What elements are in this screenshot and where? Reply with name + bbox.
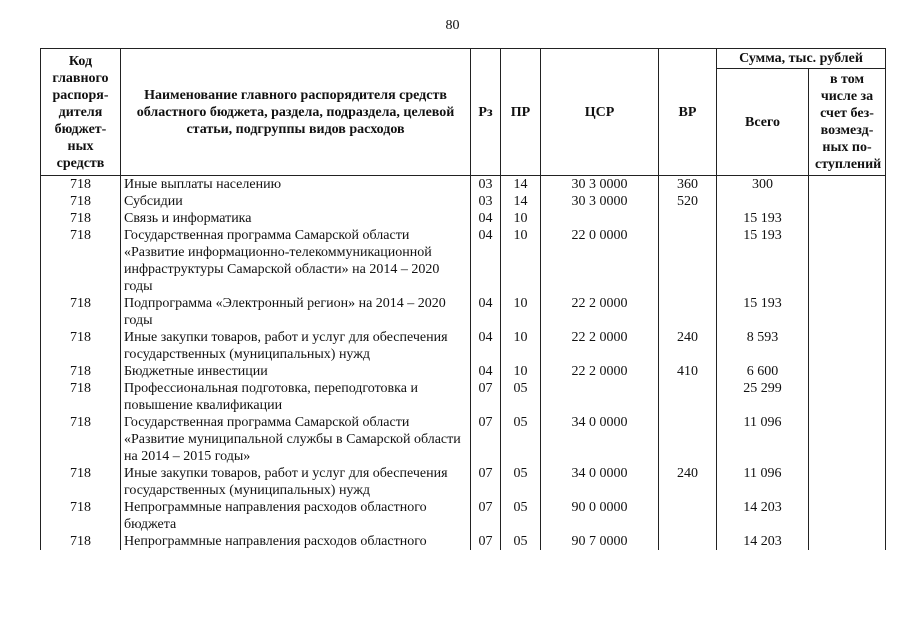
cell-pr: 10 bbox=[501, 210, 541, 227]
cell-name: Государственная программа Самарской области «Развитие информационно-телекоммуникационной инфраструктуры Самарской области» на 2014 – 2020 годы bbox=[121, 227, 471, 295]
cell-name: Государственная программа Самарской области «Развитие муниципальной службы в Самарской области на 2014 – 2015 годы» bbox=[121, 414, 471, 465]
cell-total: 300 bbox=[717, 176, 809, 194]
header-code: Код главного распоря-дителя бюджет-ных средств bbox=[41, 49, 121, 176]
cell-rz: 07 bbox=[471, 499, 501, 533]
cell-gratis bbox=[809, 465, 886, 499]
cell-total: 11 096 bbox=[717, 465, 809, 499]
table-row bbox=[41, 465, 886, 499]
cell-code: 718 bbox=[41, 533, 121, 550]
cell-name: Иные закупки товаров, работ и услуг для обеспечения государственных (муниципальных) нужд bbox=[121, 329, 471, 363]
cell-code: 718 bbox=[41, 363, 121, 380]
cell-code: 718 bbox=[41, 380, 121, 414]
cell-csr: 34 0 0000 bbox=[541, 414, 659, 465]
header-vr: ВР bbox=[659, 49, 717, 176]
cell-pr: 05 bbox=[501, 414, 541, 465]
cell-code: 718 bbox=[41, 210, 121, 227]
cell-rz: 07 bbox=[471, 465, 501, 499]
table-row bbox=[41, 363, 886, 380]
cell-code: 718 bbox=[41, 329, 121, 363]
header-gratis: в том числе за счет без-возмезд-ных по-ступлений bbox=[809, 69, 886, 176]
cell-rz: 03 bbox=[471, 193, 501, 210]
cell-vr: 240 bbox=[659, 465, 717, 499]
cell-code: 718 bbox=[41, 176, 121, 194]
cell-name: Подпрограмма «Электронный регион» на 2014 – 2020 годы bbox=[121, 295, 471, 329]
cell-rz: 04 bbox=[471, 227, 501, 295]
cell-total: 15 193 bbox=[717, 227, 809, 295]
table-body bbox=[41, 176, 886, 551]
cell-vr bbox=[659, 227, 717, 295]
cell-pr: 10 bbox=[501, 329, 541, 363]
cell-total: 15 193 bbox=[717, 210, 809, 227]
cell-code: 718 bbox=[41, 465, 121, 499]
cell-vr: 360 bbox=[659, 176, 717, 194]
table-row bbox=[41, 414, 886, 465]
cell-gratis bbox=[809, 499, 886, 533]
cell-gratis bbox=[809, 533, 886, 550]
cell-rz: 03 bbox=[471, 176, 501, 194]
cell-name: Субсидии bbox=[121, 193, 471, 210]
cell-vr bbox=[659, 533, 717, 550]
cell-gratis bbox=[809, 363, 886, 380]
cell-pr: 10 bbox=[501, 363, 541, 380]
cell-pr: 10 bbox=[501, 227, 541, 295]
table-row bbox=[41, 193, 886, 210]
cell-gratis bbox=[809, 414, 886, 465]
table-row bbox=[41, 227, 886, 295]
cell-pr: 05 bbox=[501, 465, 541, 499]
cell-gratis bbox=[809, 295, 886, 329]
cell-code: 718 bbox=[41, 227, 121, 295]
cell-code: 718 bbox=[41, 414, 121, 465]
cell-rz: 04 bbox=[471, 329, 501, 363]
cell-pr: 05 bbox=[501, 380, 541, 414]
cell-name: Связь и информатика bbox=[121, 210, 471, 227]
cell-gratis bbox=[809, 176, 886, 194]
cell-total: 25 299 bbox=[717, 380, 809, 414]
cell-total bbox=[717, 193, 809, 210]
cell-code: 718 bbox=[41, 193, 121, 210]
cell-rz: 07 bbox=[471, 380, 501, 414]
cell-gratis bbox=[809, 193, 886, 210]
cell-csr: 30 3 0000 bbox=[541, 193, 659, 210]
budget-table bbox=[40, 48, 886, 550]
cell-csr bbox=[541, 380, 659, 414]
cell-pr: 05 bbox=[501, 533, 541, 550]
table-row bbox=[41, 329, 886, 363]
cell-csr: 30 3 0000 bbox=[541, 176, 659, 194]
cell-name: Профессиональная подготовка, переподготовка и повышение квалификации bbox=[121, 380, 471, 414]
header-sum: Сумма, тыс. рублей bbox=[717, 49, 886, 69]
cell-csr: 22 0 0000 bbox=[541, 227, 659, 295]
cell-rz: 07 bbox=[471, 533, 501, 550]
cell-csr: 90 0 0000 bbox=[541, 499, 659, 533]
table-row bbox=[41, 295, 886, 329]
cell-total: 15 193 bbox=[717, 295, 809, 329]
header-rz: Рз bbox=[471, 49, 501, 176]
cell-rz: 04 bbox=[471, 295, 501, 329]
header-total: Всего bbox=[717, 69, 809, 176]
cell-total: 14 203 bbox=[717, 533, 809, 550]
cell-gratis bbox=[809, 329, 886, 363]
cell-gratis bbox=[809, 227, 886, 295]
cell-gratis bbox=[809, 380, 886, 414]
cell-csr: 34 0 0000 bbox=[541, 465, 659, 499]
cell-csr: 22 2 0000 bbox=[541, 329, 659, 363]
table-row bbox=[41, 380, 886, 414]
header-pr: ПР bbox=[501, 49, 541, 176]
cell-vr: 410 bbox=[659, 363, 717, 380]
cell-total: 8 593 bbox=[717, 329, 809, 363]
cell-vr: 240 bbox=[659, 329, 717, 363]
cell-rz: 07 bbox=[471, 414, 501, 465]
cell-name: Иные выплаты населению bbox=[121, 176, 471, 194]
table-row bbox=[41, 176, 886, 194]
cell-total: 6 600 bbox=[717, 363, 809, 380]
cell-vr: 520 bbox=[659, 193, 717, 210]
cell-total: 11 096 bbox=[717, 414, 809, 465]
cell-csr bbox=[541, 210, 659, 227]
cell-gratis bbox=[809, 210, 886, 227]
cell-pr: 14 bbox=[501, 176, 541, 194]
table-row bbox=[41, 499, 886, 533]
cell-csr: 22 2 0000 bbox=[541, 295, 659, 329]
cell-total: 14 203 bbox=[717, 499, 809, 533]
cell-pr: 10 bbox=[501, 295, 541, 329]
cell-name: Непрограммные направления расходов областного бюджета bbox=[121, 499, 471, 533]
cell-vr bbox=[659, 499, 717, 533]
cell-code: 718 bbox=[41, 499, 121, 533]
page-number: 80 bbox=[445, 18, 460, 33]
cell-vr bbox=[659, 210, 717, 227]
cell-pr: 05 bbox=[501, 499, 541, 533]
cell-name: Бюджетные инвестиции bbox=[121, 363, 471, 380]
cell-rz: 04 bbox=[471, 363, 501, 380]
cell-rz: 04 bbox=[471, 210, 501, 227]
header-csr: ЦСР bbox=[541, 49, 659, 176]
cell-csr: 22 2 0000 bbox=[541, 363, 659, 380]
cell-vr bbox=[659, 414, 717, 465]
table-row bbox=[41, 533, 886, 550]
cell-pr: 14 bbox=[501, 193, 541, 210]
cell-vr bbox=[659, 295, 717, 329]
cell-vr bbox=[659, 380, 717, 414]
cell-name: Непрограммные направления расходов областного bbox=[121, 533, 471, 550]
table-row bbox=[41, 210, 886, 227]
cell-csr: 90 7 0000 bbox=[541, 533, 659, 550]
cell-name: Иные закупки товаров, работ и услуг для обеспечения государственных (муниципальных) нужд bbox=[121, 465, 471, 499]
cell-code: 718 bbox=[41, 295, 121, 329]
header-name: Наименование главного распорядителя средств областного бюджета, раздела, подраздела, целевой статьи, подгруппы видов расходов bbox=[121, 49, 471, 176]
